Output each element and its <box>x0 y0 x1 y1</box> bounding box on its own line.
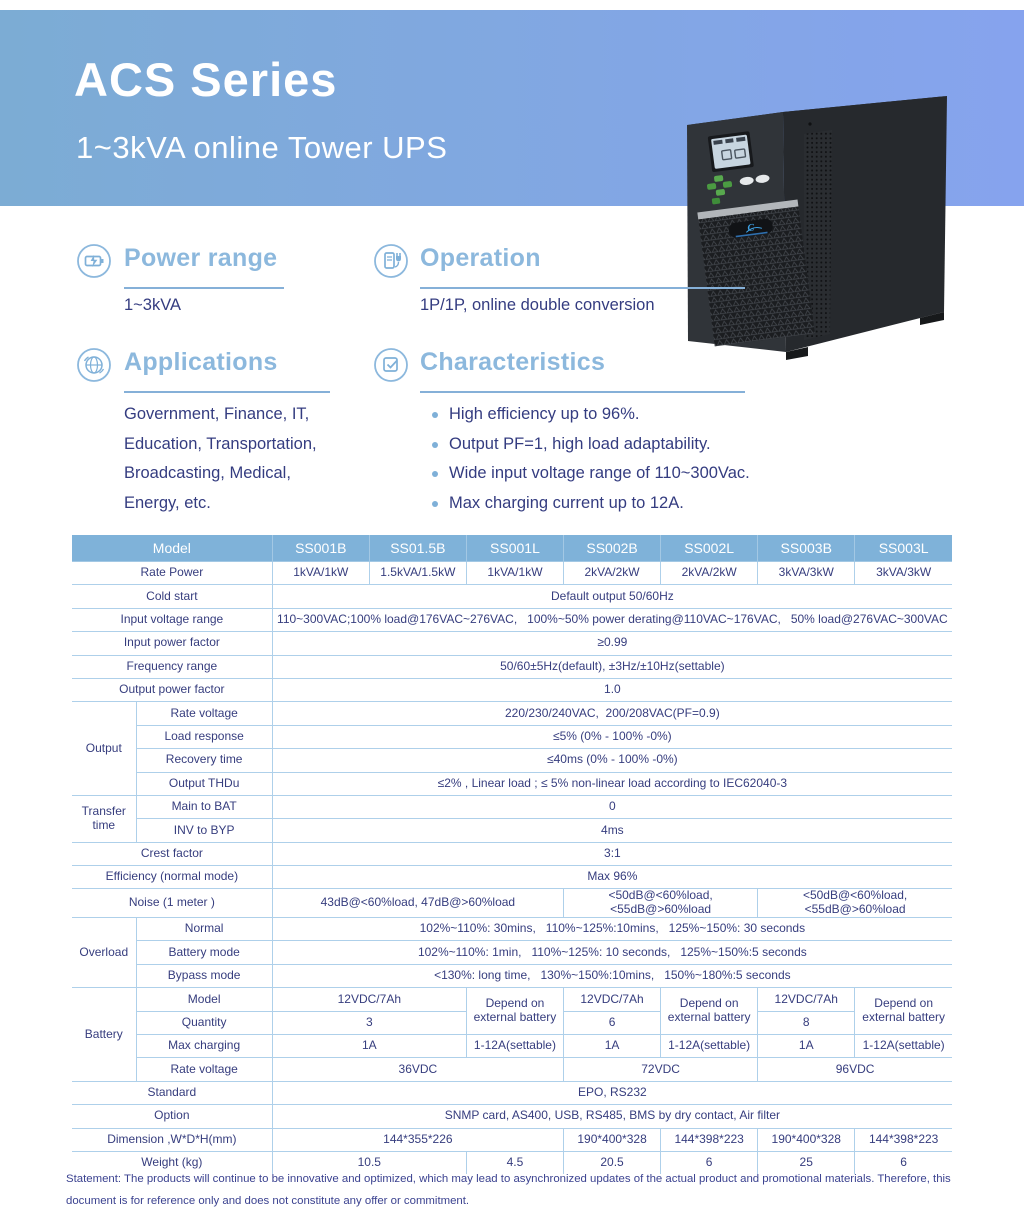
spec-cell: EPO, RS232 <box>272 1081 952 1104</box>
spec-row <box>72 918 952 941</box>
spec-header-cell: Model <box>72 535 272 562</box>
spec-cell: Output power factor <box>72 678 272 701</box>
bullet-dot-icon <box>432 442 438 448</box>
spec-cell: 102%~110%: 1min, 110%~125%: 10 seconds, 125%~150%:5 seconds <box>272 941 952 964</box>
characteristics-list <box>432 400 792 518</box>
spec-header-cell: SS003L <box>855 535 952 562</box>
statement-text: Statement: The products will continue to be innovative and optimized, which may lead to asynchronized updates of the actual product and promotional materials. Therefore, this document is for reference only and does not constitute any offer or commitment. <box>66 1173 951 1207</box>
spec-cell: 12VDC/7Ah <box>758 988 855 1011</box>
spec-cell: Recovery time <box>136 749 272 772</box>
spec-cell: Cold start <box>72 585 272 608</box>
spec-cell: 1.5kVA/1.5kW <box>369 562 466 585</box>
power-range-value: 1~3kVA <box>124 296 182 314</box>
spec-cell: Option <box>72 1105 272 1128</box>
spec-cell: Rate Power <box>72 562 272 585</box>
spec-cell: 6 <box>564 1011 661 1034</box>
spec-cell: Bypass mode <box>136 964 272 987</box>
spec-cell: Normal <box>136 918 272 941</box>
spec-cell: 6 <box>661 1151 758 1174</box>
power-range-underline <box>124 287 284 289</box>
spec-cell: Crest factor <box>72 842 272 865</box>
spec-cell: 36VDC <box>272 1058 563 1081</box>
spec-cell: Battery <box>72 988 136 1082</box>
characteristics-underline <box>420 391 745 393</box>
spec-row <box>72 1035 952 1058</box>
spec-cell: 4.5 <box>466 1151 563 1174</box>
applications-list <box>124 400 384 518</box>
ups-product-image <box>658 90 958 405</box>
spec-cell: 1.0 <box>272 678 952 701</box>
spec-table-container <box>72 535 952 1174</box>
spec-cell: 25 <box>758 1151 855 1174</box>
spec-cell: Quantity <box>136 1011 272 1034</box>
characteristics-bullet: Output PF=1, high load adaptability. <box>432 430 792 460</box>
spec-cell: 110~300VAC;100% load@176VAC~276VAC, 100%~50% power derating@110VAC~176VAC, 50% load@276VAC~300VAC <box>272 608 952 631</box>
operation-value: 1P/1P, online double conversion <box>420 296 655 314</box>
spec-cell: Weight (kg) <box>72 1151 272 1174</box>
spec-cell: 20.5 <box>564 1151 661 1174</box>
applications-line: Government, Finance, IT, <box>124 405 310 423</box>
spec-cell: 144*355*226 <box>272 1128 563 1151</box>
spec-cell: 3kVA/3kW <box>758 562 855 585</box>
spec-header-row <box>72 535 952 562</box>
spec-cell: 6 <box>855 1151 952 1174</box>
applications-title: Applications <box>124 348 278 376</box>
characteristics-bullet: Wide input voltage range of 110~300Vac. <box>432 459 792 489</box>
bullet-dot-icon <box>432 412 438 418</box>
spec-cell: Max charging <box>136 1035 272 1058</box>
svg-text:C: C <box>746 222 755 235</box>
spec-cell: Output <box>72 702 136 796</box>
bullet-dot-icon <box>432 471 438 477</box>
operation-title: Operation <box>420 244 541 272</box>
spec-row <box>72 842 952 865</box>
spec-cell: 3 <box>272 1011 466 1034</box>
spec-cell: Efficiency (normal mode) <box>72 866 272 889</box>
operation-underline <box>420 287 745 289</box>
spec-cell: 43dB@<60%load, 47dB@>60%load <box>272 889 563 918</box>
characteristics-title: Characteristics <box>420 348 606 376</box>
spec-cell: ≤2% , Linear load ; ≤ 5% non-linear load according to IEC62040-3 <box>272 772 952 795</box>
spec-cell: Input power factor <box>72 632 272 655</box>
spec-header-cell: SS001L <box>466 535 563 562</box>
spec-cell: Transfer time <box>72 795 136 842</box>
spec-cell: 3:1 <box>272 842 952 865</box>
spec-cell: 144*398*223 <box>855 1128 952 1151</box>
spec-row <box>72 1128 952 1151</box>
spec-row <box>72 655 952 678</box>
spec-cell: 3kVA/3kW <box>855 562 952 585</box>
spec-cell: 220/230/240VAC, 200/208VAC(PF=0.9) <box>272 702 952 725</box>
spec-header-cell: SS002B <box>564 535 661 562</box>
spec-row <box>72 866 952 889</box>
spec-cell: 2kVA/2kW <box>564 562 661 585</box>
spec-cell: Load response <box>136 725 272 748</box>
spec-row <box>72 1058 952 1081</box>
spec-cell: 10.5 <box>272 1151 466 1174</box>
spec-header-cell: SS001B <box>272 535 369 562</box>
spec-row <box>72 702 952 725</box>
spec-cell: 12VDC/7Ah <box>564 988 661 1011</box>
spec-row <box>72 1105 952 1128</box>
spec-cell: 190*400*328 <box>564 1128 661 1151</box>
spec-cell: 1A <box>758 1035 855 1058</box>
spec-row <box>72 795 952 818</box>
spec-row <box>72 941 952 964</box>
spec-cell: Dimension ,W*D*H(mm) <box>72 1128 272 1151</box>
bullet-dot-icon <box>432 501 438 507</box>
page-subtitle: 1~3kVA online Tower UPS <box>76 130 448 165</box>
spec-cell: Overload <box>72 918 136 988</box>
applications-line: Education, Transportation, <box>124 434 317 453</box>
spec-row <box>72 632 952 655</box>
spec-row <box>72 988 952 1011</box>
spec-row <box>72 562 952 585</box>
applications-underline <box>124 391 330 393</box>
spec-header-cell: SS002L <box>661 535 758 562</box>
spec-row <box>72 678 952 701</box>
spec-row <box>72 964 952 987</box>
spec-row <box>72 772 952 795</box>
spec-cell: Default output 50/60Hz <box>272 585 952 608</box>
spec-cell: Depend on external battery <box>661 988 758 1035</box>
applications-line: Broadcasting, Medical, <box>124 464 291 482</box>
spec-cell: ≤5% (0% - 100% -0%) <box>272 725 952 748</box>
spec-cell: 0 <box>272 795 952 818</box>
spec-cell: Noise (1 meter ) <box>72 889 272 918</box>
spec-cell: 12VDC/7Ah <box>272 988 466 1011</box>
characteristics-bullet: High efficiency up to 96%. <box>432 400 792 430</box>
characteristics-bullet: Max charging current up to 12A. <box>432 489 792 519</box>
spec-cell: 1kVA/1kW <box>466 562 563 585</box>
spec-cell: Input voltage range <box>72 608 272 631</box>
spec-row <box>72 749 952 772</box>
spec-row <box>72 1081 952 1104</box>
applications-line: Energy, etc. <box>124 493 211 512</box>
spec-cell: 1kVA/1kW <box>272 562 369 585</box>
spec-cell: Frequency range <box>72 655 272 678</box>
page-title: ACS Series <box>74 53 338 106</box>
spec-table <box>72 535 952 1174</box>
spec-cell: Output THDu <box>136 772 272 795</box>
spec-cell: ≥0.99 <box>272 632 952 655</box>
spec-cell: Rate voltage <box>136 1058 272 1081</box>
spec-cell: 1A <box>564 1035 661 1058</box>
spec-row <box>72 889 952 918</box>
spec-cell: 1-12A(settable) <box>855 1035 952 1058</box>
spec-cell: <50dB@<60%load,<55dB@>60%load <box>564 889 758 918</box>
spec-cell: 72VDC <box>564 1058 758 1081</box>
power-range-title: Power range <box>124 244 278 272</box>
spec-cell: Main to BAT <box>136 795 272 818</box>
spec-cell: ≤40ms (0% - 100% -0%) <box>272 749 952 772</box>
spec-cell: SNMP card, AS400, USB, RS485, BMS by dry contact, Air filter <box>272 1105 952 1128</box>
spec-row <box>72 585 952 608</box>
spec-row <box>72 608 952 631</box>
spec-cell: 1-12A(settable) <box>466 1035 563 1058</box>
checklist-icon <box>373 347 409 383</box>
spec-cell: Battery mode <box>136 941 272 964</box>
spec-header-cell: SS01.5B <box>369 535 466 562</box>
spec-cell: Depend on external battery <box>466 988 563 1035</box>
spec-cell: Standard <box>72 1081 272 1104</box>
spec-cell: 96VDC <box>758 1058 952 1081</box>
spec-cell: 1A <box>272 1035 466 1058</box>
spec-cell: Depend on external battery <box>855 988 952 1035</box>
spec-row <box>72 725 952 748</box>
spec-cell: 102%~110%: 30mins, 110%~125%:10mins, 125%~150%: 30 seconds <box>272 918 952 941</box>
spec-header-cell: SS003B <box>758 535 855 562</box>
spec-cell: 144*398*223 <box>661 1128 758 1151</box>
globe-icon <box>76 347 112 383</box>
spec-row <box>72 819 952 842</box>
spec-cell: INV to BYP <box>136 819 272 842</box>
battery-power-icon <box>76 243 112 279</box>
spec-cell: 4ms <box>272 819 952 842</box>
spec-cell: 1-12A(settable) <box>661 1035 758 1058</box>
spec-cell: Rate voltage <box>136 702 272 725</box>
spec-cell: Max 96% <box>272 866 952 889</box>
spec-cell: 190*400*328 <box>758 1128 855 1151</box>
device-plug-icon <box>373 243 409 279</box>
spec-cell: Model <box>136 988 272 1011</box>
spec-cell: 50/60±5Hz(default), ±3Hz/±10Hz(settable) <box>272 655 952 678</box>
spec-cell: 2kVA/2kW <box>661 562 758 585</box>
spec-cell: <50dB@<60%load,<55dB@>60%load <box>758 889 952 918</box>
spec-cell: 8 <box>758 1011 855 1034</box>
spec-cell: <130%: long time, 130%~150%:10mins, 150%~180%:5 seconds <box>272 964 952 987</box>
